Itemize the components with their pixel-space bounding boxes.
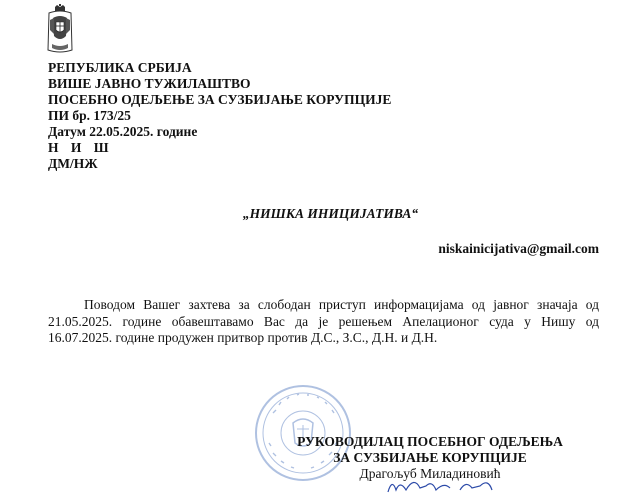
signatory-role-line-1: РУКОВОДИЛАЦ ПОСЕБНОГ ОДЕЉЕЊА <box>297 434 563 449</box>
office-name: ВИШЕ ЈАВНО ТУЖИЛАШТВО <box>48 76 251 91</box>
case-number: ПИ бр. 173/25 <box>48 108 131 123</box>
author-initials: ДМ/НЖ <box>48 156 98 171</box>
department-name: ПОСЕБНО ОДЕЉЕЊЕ ЗА СУЗБИЈАЊЕ КОРУПЦИЈЕ <box>48 92 392 107</box>
body-paragraph <box>48 297 599 347</box>
document-header <box>48 60 391 172</box>
body-line-3: 16.07.2025. године продужен притвор против Д.С., З.С., Д.Н. и Д.Н. <box>48 330 438 345</box>
country-name: РЕПУБЛИКА СРБИЈА <box>48 60 192 75</box>
body-line-1: Поводом Вашег захтева за слободан приступ информацијама од јавног значаја од <box>84 297 599 312</box>
signatory-name: Драгољуб Миладиновић <box>359 466 501 481</box>
document-date: Датум 22.05.2025. године <box>48 124 198 139</box>
handwritten-signature-icon <box>380 474 510 495</box>
recipient-title: „НИШКА ИНИЦИЈАТИВА“ <box>242 206 419 221</box>
body-line-2: 21.05.2025. године обавештавамо Вас да је решењем Апелационог суда у Нишу од <box>48 313 599 329</box>
signatory-role-line-2: ЗА СУЗБИЈАЊЕ КОРУПЦИЈЕ <box>333 450 527 465</box>
recipient-email: niskainicijativa@gmail.com <box>438 241 599 256</box>
coat-of-arms-icon <box>47 4 73 56</box>
city-name: Н И Ш <box>48 140 114 155</box>
